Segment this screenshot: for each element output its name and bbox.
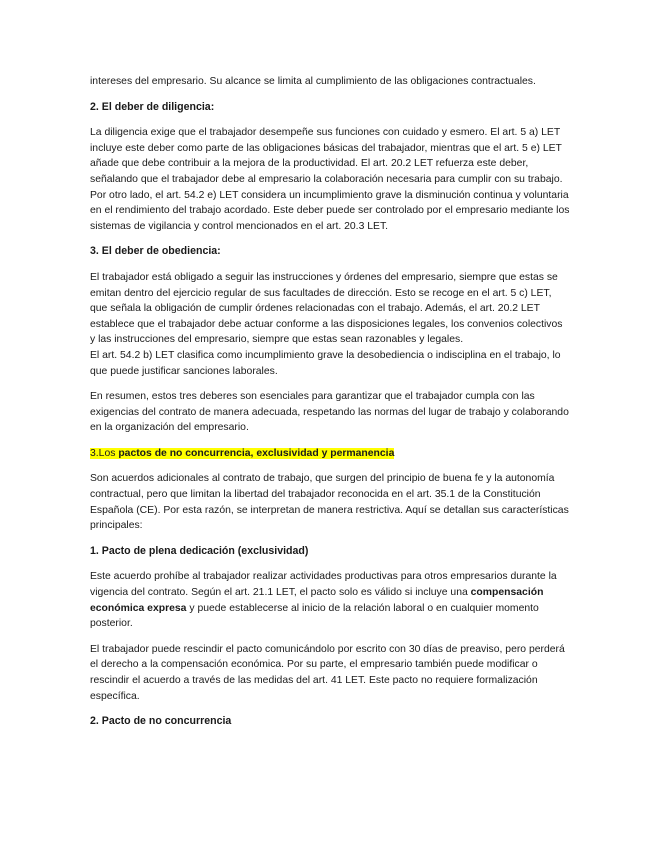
intro-paragraph: intereses del empresario. Su alcance se limita al cumplimiento de las obligaciones contractuales. <box>90 76 536 87</box>
document-page <box>90 74 570 730</box>
heading-pacto-no-concurrencia: 2. Pacto de no concurrencia <box>90 715 232 728</box>
plena-dedicacion-paragraph-1 <box>90 569 570 631</box>
heading-deber-obediencia: 3. El deber de obediencia: <box>90 245 221 258</box>
section-title: pactos de no concurrencia, exclusividad y permanencia <box>118 447 395 459</box>
plena-dedicacion-text-a: Este acuerdo prohíbe al trabajador realizar actividades productivas para otros empresarios durante la vigencia del contrato. Según el art. 21.1 LET, el pacto solo es válido si incluye una <box>90 571 557 599</box>
obediencia-paragraph-1: El trabajador está obligado a seguir las instrucciones y órdenes del empresario, siempre que estas se emitan dentro del ejercicio regular de sus facultades de dirección. Esto se recoge en el art. 5 c) LET, que señala la obligación de cumplir órdenes relacionadas con el trabajo. Además, el art. 20.2 LET establece que el trabajador debe actuar conforme a las disposiciones legales, los convenios colectivos y las instrucciones del empresario, siempre que estas sean razonables y legales. <box>90 271 563 346</box>
section-heading-pactos <box>90 446 570 462</box>
obediencia-paragraph-2: El art. 54.2 b) LET clasifica como incumplimiento grave la desobediencia o indisciplina en el trabajo, lo que puede justificar sanciones laborales. <box>90 349 561 377</box>
section-number: 3.Los <box>90 447 119 459</box>
plena-dedicacion-paragraph-2: El trabajador puede rescindir el pacto comunicándolo por escrito con 30 días de preaviso, pero perderá el derecho a la compensación económica. Por su parte, el empresario también puede modificar o rescindir el acuerdo a través de las medidas del art. 41 LET. Este pacto no requiere formalización específica. <box>90 643 565 702</box>
heading-pacto-plena-dedicacion: 1. Pacto de plena dedicación (exclusividad) <box>90 544 309 557</box>
summary-paragraph: En resumen, estos tres deberes son esenciales para garantizar que el trabajador cumpla con las exigencias del contrato de manera adecuada, respetando las normas del lugar de trabajo y colaborando en la organización del empresario. <box>90 391 569 434</box>
diligencia-paragraph-2: Por otro lado, el art. 54.2 e) LET considera un incumplimiento grave la disminución continua y voluntaria en el rendimiento del trabajo acordado. Este deber puede ser controlado por el empresario mediante los sistemas de vigilancia y control mencionados en el art. 20.3 LET. <box>90 189 570 232</box>
pactos-intro-paragraph: Son acuerdos adicionales al contrato de trabajo, que surgen del principio de buena fe y la autonomía contractual, pero que limitan la libertad del trabajador reconocida en el art. 35.1 de la Constitución Española (CE). Por esta razón, se interpretan de manera restrictiva. Aquí se detallan sus características principales: <box>90 473 569 532</box>
heading-deber-diligencia: 2. El deber de diligencia: <box>90 100 215 113</box>
plena-dedicacion-text-b: y puede establecerse al inicio de la relación laboral o en cualquier momento posterior. <box>90 602 539 630</box>
diligencia-paragraph-1: La diligencia exige que el trabajador desempeñe sus funciones con cuidado y esmero. El art. 5 a) LET incluye este deber como parte de las obligaciones básicas del trabajador, mientras que el art. 5 e) LET añade que debe contribuir a la mejora de la productividad. El art. 20.2 LET refuerza este deber, señalando que el trabajador debe al empresario la colaboración necesaria para cumplir con su trabajo. <box>90 127 563 185</box>
compensacion-emphasis: compensación económica expresa <box>90 587 544 614</box>
